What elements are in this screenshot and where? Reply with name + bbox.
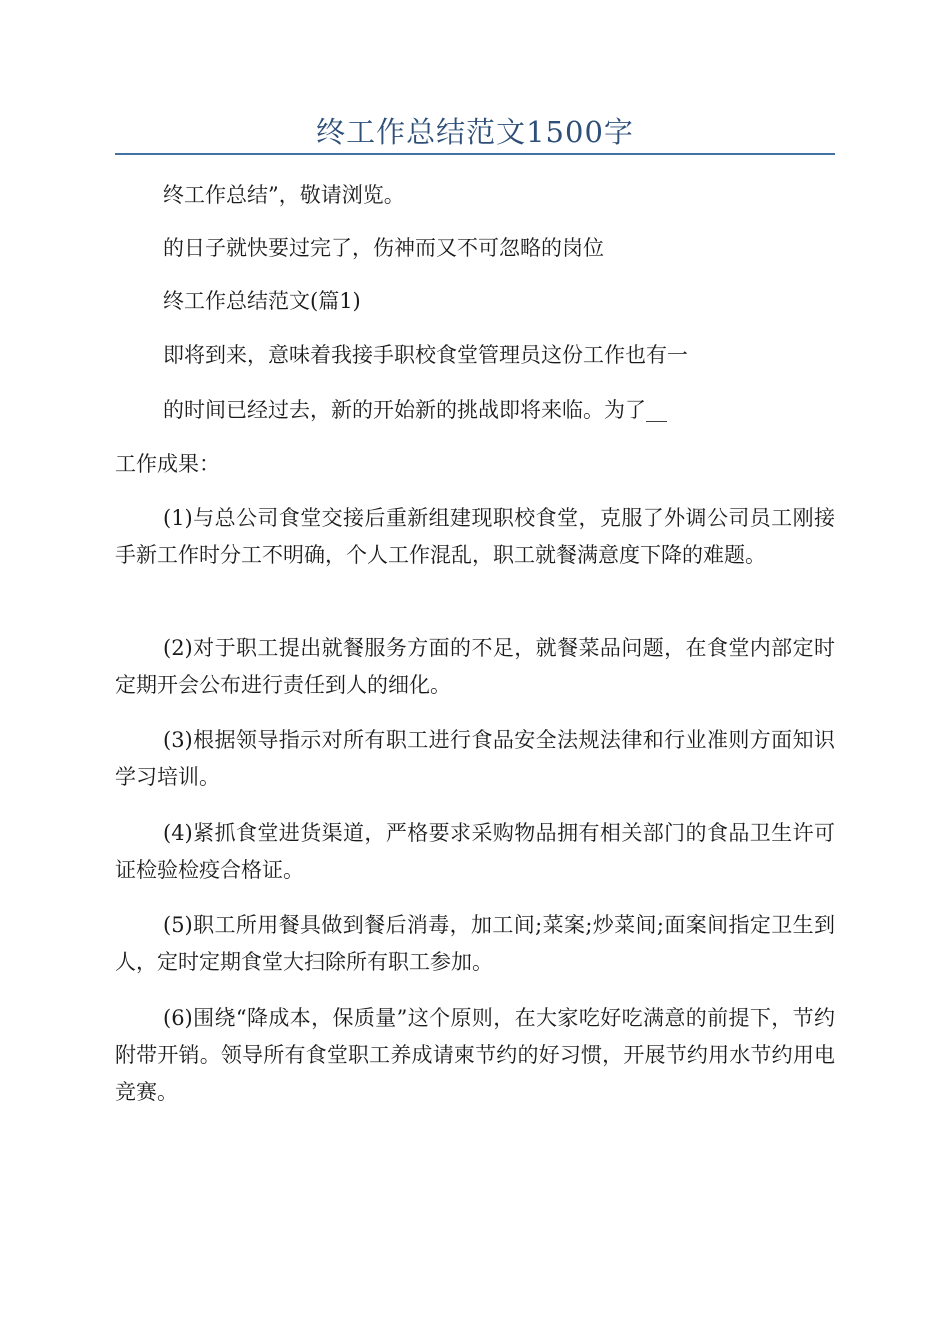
paragraph-upcoming: 即将到来，意味着我接手职校食堂管理员这份工作也有一 — [163, 343, 688, 367]
paragraph-heading-1: 终工作总结范文(篇1) — [163, 289, 361, 313]
paragraph-days: 的日子就快要过完了，伤神而又不可忽略的岗位 — [163, 236, 604, 260]
paragraph-results-heading: 工作成果： — [115, 452, 220, 476]
paragraph-item-2: (2)对于职工提出就餐服务方面的不足，就餐菜品问题，在食堂内部定时定期开会公布进行责任到人的细化。 — [115, 636, 835, 697]
title-underline — [115, 153, 835, 155]
paragraph-intro: 终工作总结”，敬请浏览。 — [163, 183, 405, 207]
document-title: 终工作总结范文1500字 — [316, 115, 634, 149]
paragraph-item-3: (3)根据领导指示对所有职工进行食品安全法规法律和行业准则方面知识学习培训。 — [115, 728, 835, 789]
paragraph-item-4: (4)紧抓食堂进货渠道，严格要求采购物品拥有相关部门的食品卫生许可证检验检疫合格证。 — [115, 821, 835, 882]
paragraph-item-6: (6)围绕“降成本，保质量”这个原则，在大家吃好吃满意的前提下，节约附带开销。领导所有食堂职工养成请柬节约的好习惯，开展节约用水节约用电竞赛。 — [115, 1006, 835, 1104]
paragraph-time-passed: 的时间已经过去，新的开始新的挑战即将来临。为了__ — [163, 398, 667, 422]
paragraph-item-1: (1)与总公司食堂交接后重新组建现职校食堂，克服了外调公司员工刚接手新工作时分工不明确，个人工作混乱，职工就餐满意度下降的难题。 — [115, 506, 835, 567]
paragraph-item-5: (5)职工所用餐具做到餐后消毒，加工间;菜案;炒菜间;面案间指定卫生到人，定时定期食堂大扫除所有职工参加。 — [115, 913, 835, 974]
